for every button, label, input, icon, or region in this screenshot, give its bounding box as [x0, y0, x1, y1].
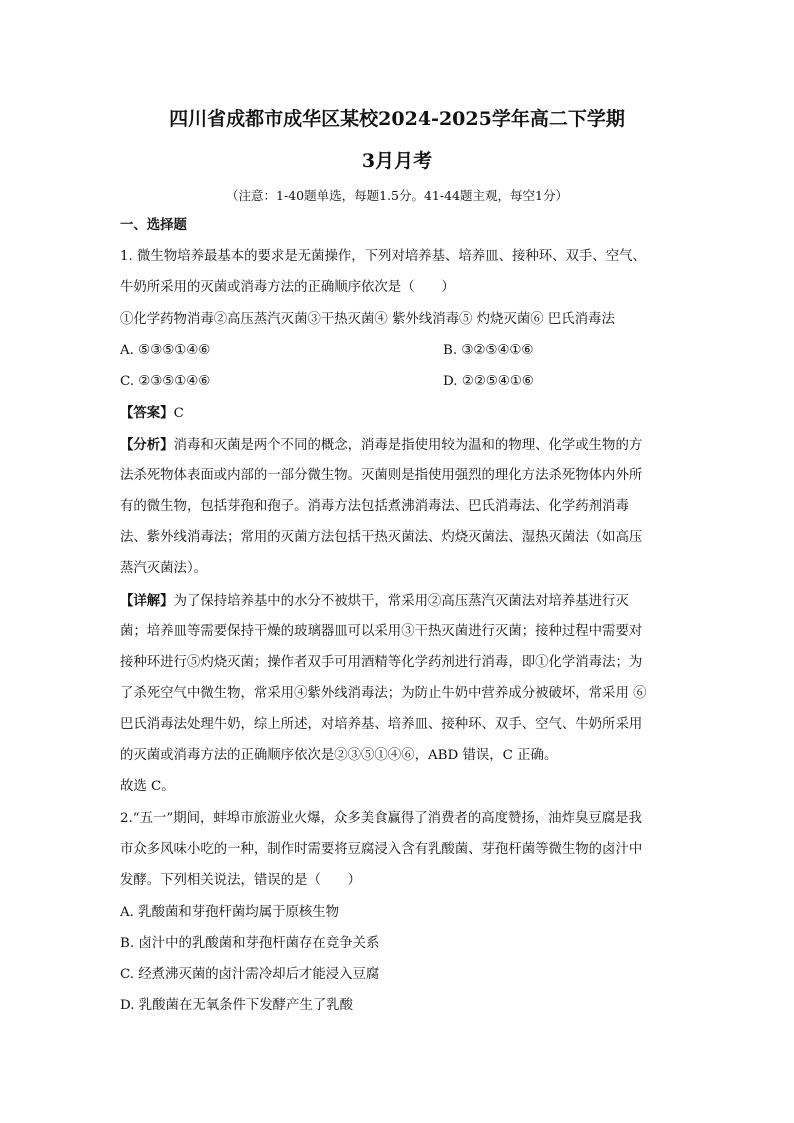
q1-option-a: A. ⑤③⑤①④⑥: [120, 343, 211, 358]
q2-option-d: D. 乳酸菌在无氧条件下发酵产生了乳酸: [120, 998, 354, 1013]
exam-note: （注意：1-40题单选，每题1.5分。41-44题主观，每空1分）: [226, 188, 568, 203]
q1-analysis-line3: 有的微生物，包括芽孢和孢子。消毒方法包括煮沸消毒法、巴氏消毒法、化学药剂消毒: [120, 499, 629, 514]
q1-option-d: D. ②②⑤④①⑥: [443, 374, 534, 389]
answer-tag: 【答案】: [120, 405, 174, 421]
q2-option-a: A. 乳酸菌和芽孢杆菌均属于原核生物: [120, 905, 340, 920]
q1-conclusion: 故选 C。: [120, 779, 175, 794]
q1-analysis-line2: 法杀死物体表面或内部的一部分微生物。灭菌则是指使用强烈的理化方法杀死物体内外所: [120, 468, 643, 483]
q1-option-b: B. ③②⑤④①⑥: [443, 343, 534, 358]
detail-text: 为了保持培养基中的水分不被烘干，常采用②高压蒸汽灭菌法对培养基进行灭: [173, 594, 629, 609]
document-title-line2: 3月月考: [361, 150, 433, 172]
q1-stem-line1: 1. 微生物培养最基本的要求是无菌操作，下列对培养基、培养皿、接种环、双手、空气、: [120, 249, 646, 264]
q2-stem-line1: 2.“五一”期间，蚌埠市旅游业火爆，众多美食赢得了消费者的高度赞扬，油炸臭豆腐是我: [120, 811, 642, 826]
q1-detail-line2: 菌；培养皿等需要保持干燥的玻璃器皿可以采用③干热灭菌进行灭菌；接种过程中需要对: [120, 624, 643, 639]
q2-stem-line3: 发酵。下列相关说法，错误的是（ ）: [120, 873, 362, 888]
q1-detail-line6: 的灭菌或消毒方法的正确顺序依次是②③⑤①④⑥，ABD 错误，C 正确。: [120, 748, 558, 763]
q1-answer: [120, 404, 184, 423]
answer-value: C: [173, 406, 184, 421]
document-title-line1: 四川省成都市成华区某校2024-2025学年高二下学期: [169, 108, 625, 130]
detail-tag: 【详解】: [120, 593, 174, 609]
q1-analysis-line4: 法、紫外线消毒法；常用的灭菌方法包括干热灭菌法、灼烧灭菌法、湿热灭菌法（如高压: [120, 530, 643, 545]
q1-detail-line5: 巴氏消毒法处理牛奶，综上所述，对培养基、培养皿、接种环、双手、空气、牛奶所采用: [120, 717, 643, 732]
q1-detail-line3: 接种环进行⑤灼烧灭菌；操作者双手可用酒精等化学药剂进行消毒，即①化学消毒法；为: [120, 655, 643, 670]
q1-items: ①化学药物消毒②高压蒸汽灭菌③干热灭菌④ 紫外线消毒⑤ 灼烧灭菌⑥ 巴氏消毒法: [120, 312, 615, 327]
q2-option-b: B. 卤汁中的乳酸菌和芽孢杆菌存在竞争关系: [120, 936, 380, 951]
q1-detail-line1: [120, 592, 629, 611]
q1-detail-line4: 了杀死空气中微生物，常采用④紫外线消毒法；为防止牛奶中营养成分被破坏，常采用 ⑥: [120, 686, 647, 701]
q2-option-c: C. 经煮沸灭菌的卤汁需冷却后才能浸入豆腐: [120, 967, 380, 982]
analysis-text: 消毒和灭菌是两个不同的概念，消毒是指使用较为温和的物理、化学或生物的方: [173, 438, 643, 453]
q1-analysis-line5: 蒸汽灭菌法）。: [120, 561, 208, 576]
q1-stem-line2: 牛奶所采用的灭菌或消毒方法的正确顺序依次是（ ）: [120, 280, 455, 295]
q2-stem-line2: 市众多风味小吃的一种，制作时需要将豆腐浸入含有乳酸菌、芽孢杆菌等微生物的卤汁中: [120, 842, 643, 857]
section-heading: 一、选择题: [120, 217, 187, 233]
analysis-tag: 【分析】: [120, 437, 174, 453]
q1-analysis-line1: [120, 436, 642, 455]
q1-option-c: C. ②③⑤①④⑥: [120, 374, 211, 389]
